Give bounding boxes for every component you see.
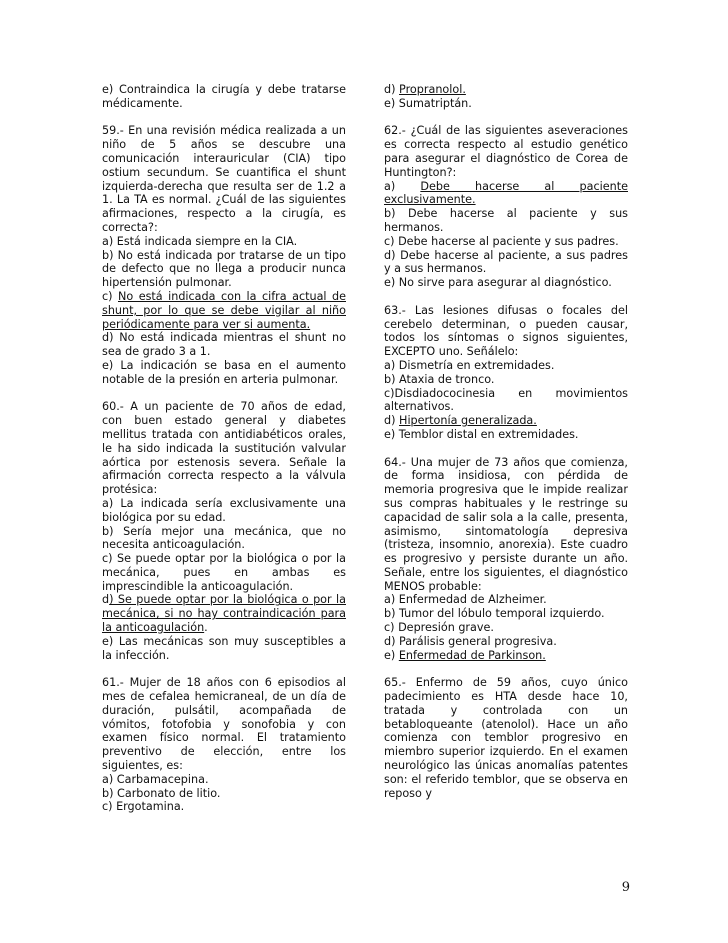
q63-option-e: e) Temblor distal en extremidades. (384, 427, 579, 441)
q59-option-c-answer: No está indicada con la cifra actual de shunt, por lo que se debe vigilar al niño periódicamente para ver si aumenta. (102, 289, 346, 331)
q59-stem: 59.- En una revisión médica realizada a un niño de 5 años se descubre una comunicación interauricular (CIA) tipo ostium secundum. Se cuantifica el shunt izquierda-derecha que resulta ser de 1.2 a 1. La TA es normal. ¿Cuál de las siguientes afirmaciones, respecto a la cirugía, es correcta?: (102, 124, 346, 234)
q60-option-e: e) Las mecánicas son muy susceptibles a la infección. (102, 634, 346, 662)
left-column (102, 83, 346, 814)
q61-option-c: c) Ergotamina. (102, 800, 185, 814)
q63-option-d-answer: Hipertonía generalizada. (399, 414, 537, 428)
q63-option-d (384, 414, 628, 428)
q64-option-e (384, 649, 628, 663)
q62-option-d: d) Debe hacerse al paciente, a sus padres y a sus hermanos. (384, 248, 628, 276)
q61-option-d-prefix: d) (384, 83, 400, 96)
q60-option-b: b) Sería mejor una mecánica, que no necesita anticoagulación. (102, 524, 346, 552)
q62-option-b: b) Debe hacerse al paciente y sus hermanos. (384, 207, 628, 234)
q61-option-b: b) Carbonato de litio. (102, 786, 221, 800)
q62-option-e: e) No sirve para asegurar al diagnóstico. (384, 276, 612, 290)
q63-option-c: c)Disdiadococinesia en movimientos alternativos. (384, 386, 628, 414)
q60-option-d-suffix: . (204, 621, 208, 635)
q64-option-d: d) Parálisis general progresiva. (384, 634, 557, 648)
q60-option-d (102, 593, 346, 634)
q59-option-c-prefix: c) (102, 289, 118, 303)
q58-option-e: e) Contraindica la cirugía y debe tratarse médicamente. (102, 83, 346, 110)
q59-option-d: d) No está indicada mientras el shunt no sea de grado 3 a 1. (102, 331, 346, 359)
q60-stem: 60.- A un paciente de 70 años de edad, con buen estado general y diabetes mellitus tratada con antidiabéticos orales, le ha sido indicada la sustitución valvular aórtica por estenosis severa. Señale la afirmación correcta respecto a la válvula protésica: (102, 400, 346, 497)
q62-option-a (384, 180, 628, 208)
q63-option-b: b) Ataxia de tronco. (384, 372, 495, 386)
q63-stem: 63.- Las lesiones difusas o focales del cerebelo determinan, o pueden causar, todos los síntomas o signos siguientes, EXCEPTO uno. Señálelo: (384, 303, 628, 359)
q63-option-a: a) Dismetría en extremidades. (384, 358, 555, 372)
page-number: 9 (621, 880, 630, 895)
q62-option-c: c) Debe hacerse al paciente y sus padres. (384, 234, 619, 248)
q59-option-b: b) No está indicada por tratarse de un tipo de defecto que no llega a producir nunca hipertensión pulmonar. (102, 248, 346, 290)
q64-option-b: b) Tumor del lóbulo temporal izquierdo. (384, 607, 605, 621)
q61-stem: 61.- Mujer de 18 años con 6 episodios al mes de cefalea hemicraneal, de un día de duración, pulsátil, acompañada de vómitos, fotofobia y sonofobia y con examen físico normal. El tratamiento preventivo de elección, entre los siguientes, es: (102, 676, 346, 773)
q62-option-a-prefix: a) (384, 179, 421, 193)
q62-stem: 62.- ¿Cuál de las siguientes aseveraciones es correcta respecto al estudio genético para asegurar el diagnóstico de Corea de Huntington?: (384, 124, 628, 179)
q64-option-a: a) Enfermedad de Alzheimer. (384, 593, 547, 607)
q62-option-a-answer: Debe hacerse al paciente exclusivamente. (384, 179, 628, 207)
q61-option-e: e) Sumatriptán. (384, 96, 472, 110)
q59-option-c (102, 290, 346, 331)
q64-option-c: c) Depresión grave. (384, 621, 494, 635)
q61-option-a: a) Carbamacepina. (102, 772, 209, 786)
q60-option-d-prefix: d (102, 593, 110, 607)
q64-option-e-answer: Enfermedad de Parkinson. (398, 648, 546, 662)
q63-option-d-prefix: d) (384, 414, 400, 428)
right-column (384, 83, 628, 800)
q61-option-d-answer: Propranolol. (399, 83, 466, 96)
q64-option-e-prefix: e) (384, 648, 399, 662)
q65-stem: 65.- Enfermo de 59 años, cuyo único padecimiento es HTA desde hace 10, tratada y controlada con un betabloqueante (atenolol). Hace un año comienza con temblor progresivo en miembro superior izquierdo. En el examen neurológico las únicas anomalías patentes son: el referido temblor, que se observa en reposo y (384, 676, 628, 800)
q61-option-d (384, 83, 628, 97)
q60-option-c: c) Se puede optar por la biológica o por la mecánica, pues en ambas es imprescindible la anticoagulación. (102, 552, 346, 593)
q60-option-a: a) La indicada sería exclusivamente una biológica por su edad. (102, 496, 346, 524)
q59-option-e: e) La indicación se basa en el aumento notable de la presión en arteria pulmonar. (102, 358, 346, 386)
q59-option-a: a) Está indicada siempre en la CIA. (102, 234, 298, 248)
q64-stem: 64.- Una mujer de 73 años que comienza, de forma insidiosa, con pérdida de memoria progresiva que le impide realizar sus compras habituales y le restringe su capacidad de salir sola a la calle, presenta, asimismo, sintomatología depresiva (tristeza, insomnio, anorexia). Este cuadro es progresivo y persiste durante un año. Señale, entre los siguientes, el diagnóstico MENOS probable: (384, 455, 628, 593)
q60-option-d-answer: ) Se puede optar por la biológica o por la mecánica, si no hay contraindicación para la anticoagulación (102, 593, 346, 635)
